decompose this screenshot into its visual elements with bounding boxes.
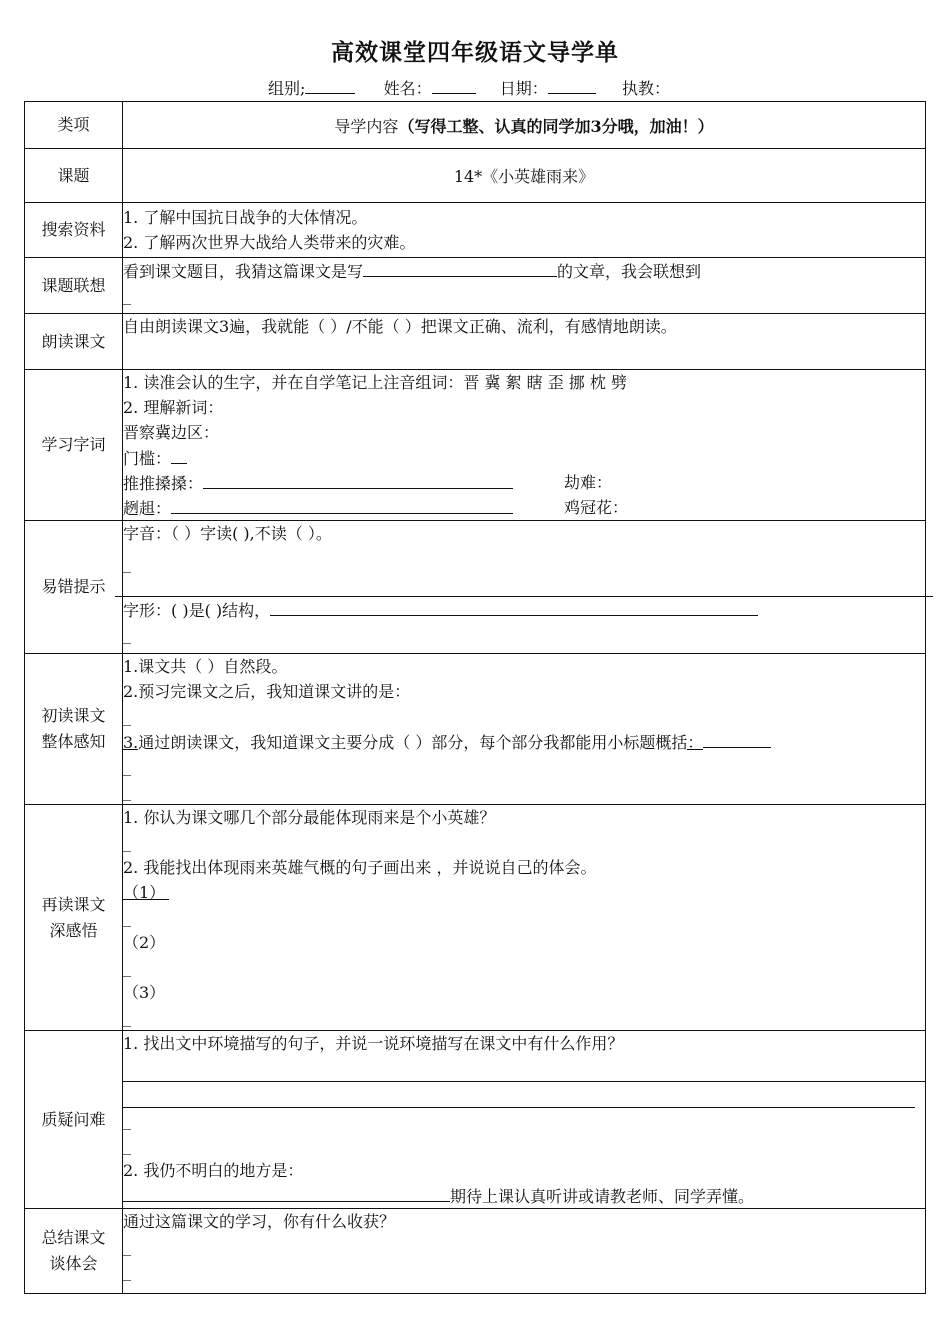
search-line-2: 2. 了解两次世界大战给人类带来的灾难。 [123, 233, 416, 252]
summary-dash-2: _ [123, 1262, 131, 1281]
assoc-content [123, 258, 926, 314]
date-label: 日期： [499, 79, 548, 98]
doubt-answer-line-1[interactable] [123, 1056, 925, 1082]
table-row [25, 521, 926, 654]
read-content [123, 314, 926, 370]
doubt-dash-1: _ [123, 1111, 131, 1130]
second-p3: （3） [123, 983, 166, 1002]
words-threshold: 门槛： [123, 449, 172, 468]
second-dash-1: _ [123, 833, 131, 852]
doubt-line-3-text: 期待上课认真听讲或请教老师、同学弄懂。 [450, 1187, 755, 1206]
assoc-suffix: 的文章，我会联想到 [557, 262, 702, 281]
first-label [25, 654, 123, 805]
second-content [123, 805, 926, 1031]
first-label-1: 初读课文 [41, 706, 106, 725]
content-header-bold: （写得工整、认真的同学加3分哦，加油！） [398, 116, 714, 136]
read-text: 自由朗读课文3遍，我就能（ ）/不能（ ）把课文正确、流利，有感情地朗读。 [123, 317, 677, 336]
table-row [25, 314, 926, 370]
table-row [25, 654, 926, 805]
search-label: 搜索资料 [25, 203, 123, 258]
doubt-answer-line-2[interactable] [123, 1082, 915, 1108]
second-dash-2: _ [123, 908, 131, 927]
words-line-2: 2. 理解新词： [123, 398, 224, 417]
category-header: 类项 [25, 102, 123, 149]
first-dash-3: _ [123, 782, 131, 801]
first-content [123, 654, 926, 805]
errors-label: 易错提示 [25, 521, 123, 654]
second-label-1: 再读课文 [41, 894, 106, 914]
summary-label-1: 总结课文 [41, 1228, 106, 1247]
summary-content [123, 1209, 926, 1294]
worksheet-table [24, 101, 926, 1294]
second-p1-line [123, 880, 925, 905]
read-label: 朗读课文 [25, 314, 123, 370]
second-dash-3: _ [123, 958, 131, 977]
summary-line-1: 通过这篇课文的学习，你有什么收获？ [123, 1212, 396, 1231]
words-line-6 [123, 495, 925, 520]
doubt-line-2: 2. 我仍不明白的地方是： [123, 1161, 304, 1180]
errors-dash-2: _ [123, 625, 131, 644]
doubt-content [123, 1031, 926, 1209]
assoc-line [123, 258, 925, 283]
table-row [25, 258, 926, 314]
errors-content [123, 521, 926, 654]
first-l3-colon: ： [687, 730, 703, 750]
table-row [25, 1031, 926, 1209]
doubt-dash-2: _ [123, 1136, 131, 1155]
words-line-1: 1. 读准会认的生字，并在自学笔记上注音组词：晋 冀 絮 瞎 歪 挪 枕 劈 [123, 373, 627, 392]
summary-label-2: 谈体会 [49, 1254, 98, 1273]
words-label: 学习字词 [25, 370, 123, 521]
first-line-3 [123, 729, 925, 754]
errors-shape: 字形：( )是( )结构， [123, 601, 271, 620]
second-p1: （1） [123, 880, 169, 900]
meta-line [268, 76, 670, 99]
second-label-2: 深感悟 [49, 920, 98, 940]
first-line-1: 1.课文共（ ）自然段。 [123, 657, 288, 676]
assoc-prefix: 看到课文题目，我猜这篇课文是写 [123, 262, 364, 281]
first-l3-num: 3. [123, 730, 138, 750]
words-line-5 [123, 470, 925, 495]
content-header [123, 102, 926, 149]
table-row [25, 203, 926, 258]
second-line-2: 2. 我能找出体现雨来英雄气概的句子画出来 ，并说说自己的体会。 [123, 858, 597, 877]
term-1-blank[interactable] [203, 470, 513, 489]
doubt-label: 质疑问难 [25, 1031, 123, 1209]
second-p2: （2） [123, 933, 166, 952]
assoc-dash: _ [123, 286, 131, 305]
summary-label [25, 1209, 123, 1294]
first-label-2: 整体感知 [41, 732, 106, 751]
table-row [25, 102, 926, 149]
threshold-blank[interactable] [171, 445, 187, 464]
words-line-4 [123, 445, 925, 470]
words-term-2: 劫难： [564, 473, 613, 492]
table-row [25, 149, 926, 203]
teacher-label: 执教： [622, 79, 671, 98]
table-row [25, 370, 926, 521]
page-title: 高效课堂四年级语文导学单 [331, 39, 619, 66]
assoc-blank[interactable] [363, 258, 557, 277]
topic-text: 14*《小英雄雨来》 [123, 149, 926, 203]
words-content [123, 370, 926, 521]
topic-label: 课题 [25, 149, 123, 203]
errors-shape-line [115, 596, 933, 622]
assoc-label: 课题联想 [25, 258, 123, 314]
doubt-line-1: 1. 找出文中环境描写的句子，并说一说环境描写在课文中有什么作用？ [123, 1034, 624, 1053]
errors-pron: 字音：（ ）字读( ),不读（ ）。 [123, 524, 332, 543]
term-3-blank[interactable] [171, 495, 513, 514]
words-term-3: 趔趄： [123, 499, 172, 518]
name-field[interactable] [432, 79, 476, 94]
second-dash-4: _ [123, 1008, 131, 1027]
first-dash-2: _ [123, 757, 131, 776]
date-field[interactable] [548, 79, 596, 94]
name-label: 姓名： [383, 79, 432, 98]
table-row [25, 1209, 926, 1294]
errors-dash-1: _ [123, 554, 131, 573]
search-line-1: 1. 了解中国抗日战争的大体情况。 [123, 208, 368, 227]
words-term-1: 推推搡搡： [123, 474, 204, 493]
second-line-1: 1. 你认为课文哪几个部分最能体现雨来是个小英雄？ [123, 808, 496, 827]
first-dash-1: _ [123, 707, 131, 726]
content-header-plain: 导学内容 [334, 116, 399, 136]
doubt-blank[interactable] [123, 1183, 450, 1202]
first-l3-text: 通过朗读课文，我知道课文主要分成（ ）部分，每个部分我都能用小标题概括 [138, 733, 688, 752]
table-row [25, 805, 926, 1031]
doubt-line-3 [123, 1183, 925, 1208]
group-field[interactable] [305, 79, 355, 94]
words-term-4: 鸡冠花： [564, 498, 629, 517]
second-label [25, 805, 123, 1031]
first-l3-blank[interactable] [703, 729, 771, 748]
group-label: 组别; [268, 79, 306, 98]
words-line-3: 晋察冀边区： [123, 423, 220, 442]
search-content [123, 203, 926, 258]
shape-blank[interactable] [270, 597, 758, 616]
summary-dash-1: _ [123, 1237, 131, 1256]
first-line-2: 2.预习完课文之后，我知道课文讲的是： [123, 682, 411, 701]
